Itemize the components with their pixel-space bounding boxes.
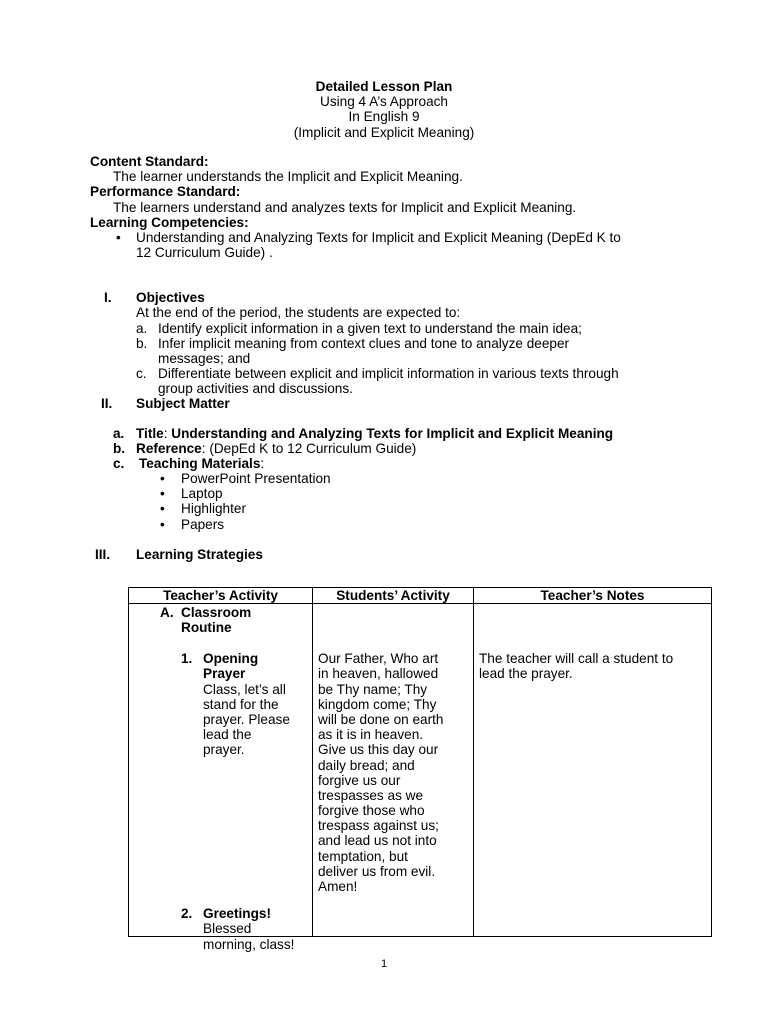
- column-header-teacher-activity: Teacher’s Activity: [129, 588, 313, 604]
- subject-reference-line: [136, 441, 416, 456]
- table-row: [129, 604, 712, 937]
- subject-title-label: Title: [136, 426, 164, 441]
- prayer-line: in heaven, hallowed: [318, 666, 439, 682]
- competency-line: Understanding and Analyzing Texts for Implicit and Explicit Meaning (DepEd K to: [136, 230, 621, 245]
- objective-line: Infer implicit meaning from context clues and tone to analyze deeper: [158, 336, 570, 351]
- prayer-line: Amen!: [318, 879, 358, 895]
- prayer-line: as it is in heaven.: [318, 727, 424, 743]
- prayer-line: Our Father, Who art: [318, 651, 439, 667]
- prayer-line: daily bread; and: [318, 757, 415, 773]
- list-marker: a.: [136, 321, 148, 336]
- list-marker: 1.: [181, 651, 193, 667]
- separator: :: [163, 426, 172, 441]
- section-a-title: [181, 605, 252, 636]
- table-header-row: [129, 588, 712, 604]
- material-item: Papers: [181, 517, 225, 532]
- prayer-line: will be done on earth: [318, 711, 444, 727]
- students-activity-cell: [313, 604, 474, 937]
- bullet-icon: •: [160, 517, 165, 532]
- page-number: 1: [380, 958, 388, 970]
- step-body-line: Blessed: [203, 921, 252, 937]
- content-standard-label: Content Standard:: [90, 154, 209, 169]
- step-body-line: Class, let’s all: [203, 681, 286, 697]
- teacher-activity-cell: [129, 604, 313, 952]
- performance-standard-label: Performance Standard:: [90, 184, 241, 199]
- list-marker: b.: [136, 336, 148, 351]
- learning-strategies-heading: Learning Strategies: [136, 547, 263, 562]
- prayer-line: Give us this day our: [318, 742, 439, 758]
- competency-line: 12 Curriculum Guide) .: [136, 245, 273, 261]
- list-marker: c.: [113, 456, 125, 471]
- opening-prayer-step: [203, 651, 290, 758]
- column-header-teacher-notes: Teacher’s Notes: [474, 588, 712, 604]
- students-prayer-text: [318, 651, 444, 895]
- objective-line: Identify explicit information in a given text to understand the main idea;: [158, 321, 582, 336]
- document-title: Detailed Lesson Plan: [315, 79, 453, 94]
- section-a-line: Routine: [181, 620, 232, 636]
- step-body-line: lead the: [203, 727, 252, 743]
- document-subtitle-topic: (Implicit and Explicit Meaning): [293, 124, 475, 140]
- material-item: PowerPoint Presentation: [181, 471, 331, 486]
- prayer-line: deliver us from evil.: [318, 863, 436, 879]
- objective-item: [158, 336, 569, 366]
- subject-reference-value: (DepEd K to 12 Curriculum Guide): [209, 441, 417, 456]
- learning-competency-item: [136, 230, 621, 260]
- step-title-line: Greetings!: [203, 906, 271, 922]
- objectives-heading: Objectives: [136, 290, 205, 305]
- performance-standard-text: The learners understand and analyzes texts for Implicit and Explicit Meaning.: [113, 200, 577, 215]
- subject-materials-label: Teaching Materials: [139, 456, 261, 471]
- teacher-notes-cell: [474, 604, 712, 937]
- prayer-line: forgive those who: [318, 803, 425, 819]
- notes-line: The teacher will call a student to: [479, 651, 674, 667]
- list-marker: A.: [160, 605, 174, 621]
- learning-strategies-table: [128, 587, 712, 952]
- bullet-icon: •: [160, 471, 165, 486]
- prayer-line: be Thy name; Thy: [318, 681, 428, 697]
- notes-line: lead the prayer.: [479, 666, 573, 682]
- list-marker: b.: [113, 441, 126, 456]
- list-marker: a.: [113, 426, 125, 441]
- subject-matter-heading: Subject Matter: [136, 396, 230, 411]
- step-body-line: prayer. Please: [203, 711, 290, 727]
- objective-item: [158, 366, 619, 396]
- section-numeral: III.: [95, 547, 111, 562]
- learning-competencies-label: Learning Competencies:: [90, 215, 249, 230]
- step-title-line: Prayer: [203, 666, 246, 682]
- section-a-line: Classroom: [181, 605, 252, 621]
- step-body-line: stand for the: [203, 696, 279, 712]
- section-numeral: II.: [101, 396, 113, 411]
- material-item: Laptop: [181, 486, 223, 501]
- section-numeral: I.: [104, 290, 112, 305]
- prayer-line: temptation, but: [318, 848, 408, 864]
- step-body-line: prayer.: [203, 742, 245, 758]
- step-body-line: morning, class!: [203, 936, 295, 952]
- subject-title-value: Understanding and Analyzing Texts for Implicit and Explicit Meaning: [171, 426, 614, 441]
- objective-line: group activities and discussions.: [158, 381, 353, 397]
- list-marker: 2.: [181, 906, 193, 922]
- prayer-line: trespasses as we: [318, 787, 424, 803]
- content-standard-text: The learner understands the Implicit and Explicit Meaning.: [113, 169, 463, 184]
- material-item: Highlighter: [181, 501, 246, 516]
- subject-title-line: [136, 426, 613, 441]
- objective-line: Differentiate between explicit and implicit information in various texts through: [158, 366, 619, 381]
- bullet-icon: •: [160, 486, 165, 501]
- objective-item: [158, 321, 582, 336]
- separator: :: [201, 441, 210, 456]
- objectives-intro: At the end of the period, the students are expected to:: [136, 305, 461, 320]
- document-header: [0, 79, 768, 140]
- separator: :: [260, 456, 265, 471]
- prayer-line: forgive us our: [318, 772, 401, 788]
- prayer-line: and lead us not into: [318, 833, 437, 849]
- bullet-icon: •: [160, 501, 165, 516]
- step-title-line: Opening: [203, 651, 259, 667]
- list-marker: c.: [136, 366, 147, 381]
- subject-reference-label: Reference: [136, 441, 202, 456]
- objective-line: messages; and: [158, 351, 251, 367]
- subject-materials-line: [139, 456, 264, 471]
- bullet-icon: •: [116, 230, 121, 245]
- prayer-line: kingdom come; Thy: [318, 696, 437, 712]
- document-subtitle-subject: In English 9: [348, 109, 420, 125]
- greetings-step: [203, 906, 295, 952]
- prayer-line: trespass against us;: [318, 818, 439, 834]
- column-header-students-activity: Students’ Activity: [313, 588, 474, 604]
- teacher-notes-text: [479, 651, 674, 682]
- document-subtitle-approach: Using 4 A’s Approach: [320, 94, 448, 110]
